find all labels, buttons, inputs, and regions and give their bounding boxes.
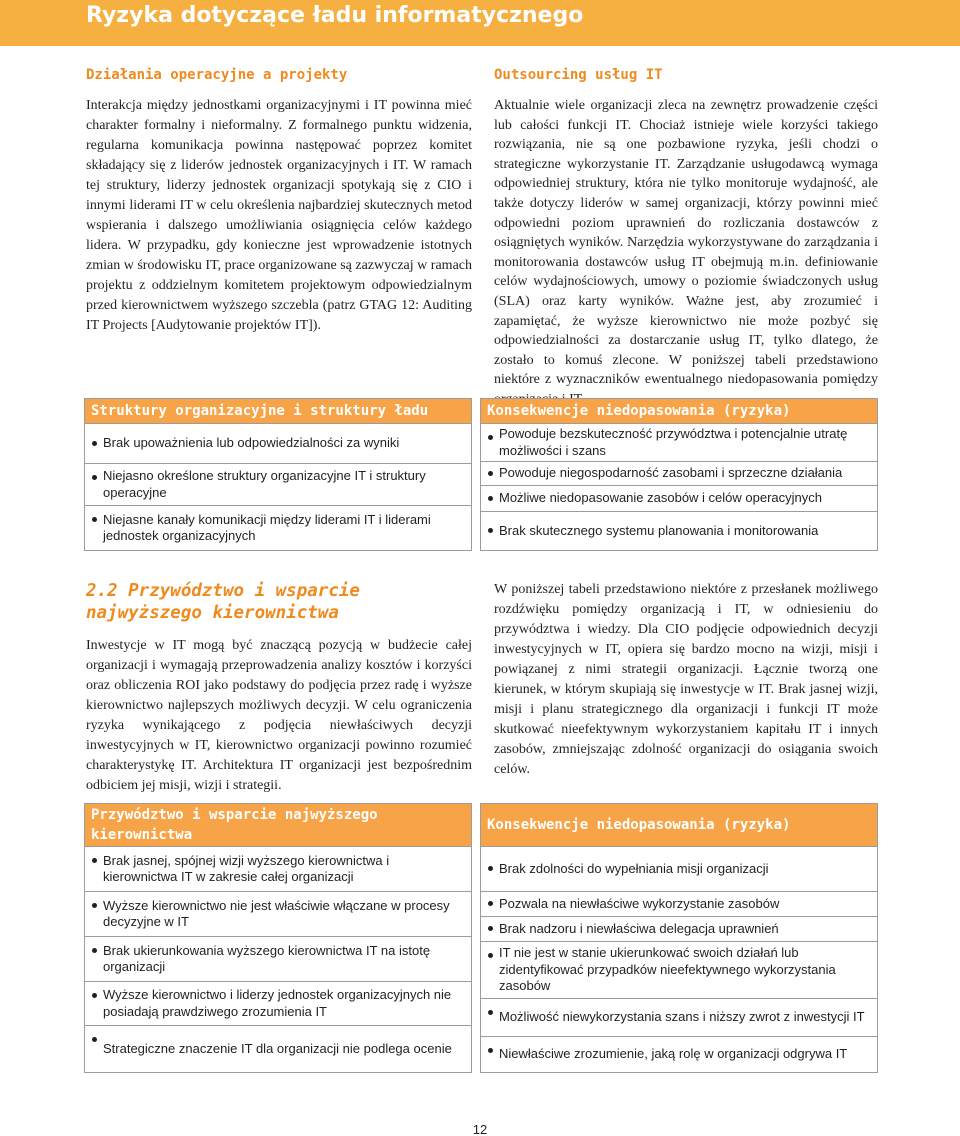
bullet-icon [488, 1048, 493, 1053]
section-text: W poniższej tabeli przedstawiono niektóre z przesłanek możliwego rozdźwięku pomiędzy organizacją i IT, w odniesieniu do przywództwa i wiedzy. Dla CIO podjęcie odpowiednich decyzji inwestycyjnych w IT, opiera się bardzo mocno na wizji, misji i powiązanej z nimi strategii organizacji. Łącznie tworzą one kierunek, w którym skupiają się inwestycje w IT. Brak jasnej wizji, misji i planu strategicznego dla organizacji i funkcji IT może skutkować nieefektywnym wykorzystaniem kapitału IT i innych zasobów, zmniejszając zdolność organizacji do osiągania swoich celów. [494, 582, 878, 777]
bullet-icon [92, 993, 97, 998]
table2-right-row: Brak nadzoru i niewłaściwa delegacja uprawnień [481, 916, 877, 941]
table2-left-row: Strategiczne znaczenie IT dla organizacji nie podlega ocenie [85, 1025, 471, 1072]
table2-left-header: Przywództwo i wsparcie najwyższego kierownictwa [85, 804, 471, 846]
bullet-icon [92, 948, 97, 953]
table1-left-box [84, 398, 472, 551]
table2-right-box [480, 803, 878, 1073]
table2-left-row: Wyższe kierownictwo i liderzy jednostek organizacyjnych nie posiadają prawdziwego zrozumienia IT [85, 981, 471, 1025]
bullet-icon [488, 496, 493, 501]
table2-right-row: Brak zdolności do wypełniania misji organizacji [481, 846, 877, 891]
bullet-icon [92, 475, 97, 480]
table2-left-row: Brak ukierunkowania wyższego kierownictwa IT na istotę organizacji [85, 936, 471, 981]
bullet-icon [92, 517, 97, 522]
section-heading: 2.2 Przywództwo i wsparcie najwyższego kierownictwa [86, 581, 360, 623]
table2-right-row: Pozwala na niewłaściwe wykorzystanie zasobów [481, 891, 877, 916]
bullet-icon [488, 471, 493, 476]
table1-right-row: Brak skutecznego systemu planowania i monitorowania [481, 511, 877, 550]
table2-left-row: Wyższe kierownictwo nie jest właściwie włączane w procesy decyzyjne w IT [85, 891, 471, 936]
table2-right-row: Możliwość niewykorzystania szans i niższy zwrot z inwestycji IT [481, 998, 877, 1036]
section-outsourcing [494, 66, 878, 410]
bullet-icon [92, 1037, 97, 1042]
section-heading: Działania operacyjne a projekty [86, 67, 348, 83]
section-leadership-right [494, 580, 878, 780]
page-title: Ryzyka dotyczące ładu informatycznego [86, 3, 584, 28]
table2-left-box [84, 803, 472, 1073]
bullet-icon [92, 903, 97, 908]
table1-left-row: Niejasno określone struktury organizacyjne IT i struktury operacyjne [85, 463, 471, 505]
table1-right-header: Konsekwencje niedopasowania (ryzyka) [481, 399, 877, 423]
table1-left-row: Brak upoważnienia lub odpowiedzialności za wyniki [85, 423, 471, 463]
bullet-icon [488, 866, 493, 871]
table1-left-row: Niejasne kanały komunikacji między liderami IT i liderami jednostek organizacyjnych [85, 505, 471, 550]
bullet-icon [488, 901, 493, 906]
section-leadership [86, 580, 472, 796]
bullet-icon [488, 953, 493, 958]
bullet-icon [488, 1010, 493, 1015]
title-bar [0, 0, 960, 46]
section-text: Interakcja między jednostkami organizacyjnymi i IT powinna mieć charakter formalny i nieformalny. Z formalnego punktu widzenia, regularna komunikacja powinna następować poprzez komitet składający się z liderów jednostek organizacyjnych i IT. W ramach tej struktury, liderzy jednostek organizacji spotykają się z CIO i innymi liderami IT w celu określenia najbardziej skutecznych metod wspierania i dalszego umożliwiania osiągnięcia celów każdego lidera. W przypadku, gdy konieczne jest wprowadzenie istotnych zmian w środowisku IT, prace organizowane są zazwyczaj w ramach projektu z oddzielnym komitetem projektowym odpowiedzialnym przed kierownictwem wyższego szczebla (patrz GTAG 12: Auditing IT Projects [Audytowanie projektów IT]). [86, 98, 472, 333]
table2-left-row: Brak jasnej, spójnej wizji wyższego kierownictwa i kierownictwa IT w zakresie całej organizacji [85, 846, 471, 891]
bullet-icon [488, 926, 493, 931]
bullet-icon [488, 528, 493, 533]
section-heading: Outsourcing usług IT [494, 67, 663, 83]
table1-left-header: Struktury organizacyjne i struktury ładu [85, 399, 471, 423]
table1-right-box [480, 398, 878, 551]
table1-right-row: Powoduje niegospodarność zasobami i sprzeczne działania [481, 461, 877, 485]
section-ops-projects [86, 66, 472, 336]
table1-right-row: Możliwe niedopasowanie zasobów i celów operacyjnych [481, 485, 877, 511]
section-text: Inwestycje w IT mogą być znaczącą pozycją w budżecie całej organizacji i wymagają przeprowadzenia analizy kosztów i korzyści oraz obliczenia ROI jako podstawy do podjęcia przez radę i wyższe kierownictwo najlepszych możliwych decyzji. W celu ograniczenia ryzyka wynikającego z podjęcia niewłaściwych decyzji inwestycyjnych w IT, kierownictwo organizacji powinno rozumieć charakterystykę IT. Architektura IT organizacji jest bezpośrednim odbiciem jej misji, wizji i strategii. [86, 638, 472, 793]
bullet-icon [488, 435, 493, 440]
table1-right-row: Powoduje bezskuteczność przywództwa i potencjalnie utratę możliwości i szans [481, 423, 877, 461]
table2-right-header: Konsekwencje niedopasowania (ryzyka) [481, 804, 877, 846]
section-text: Aktualnie wiele organizacji zleca na zewnętrz prowadzenie części lub całości funkcji IT. Chociaż istnieje wiele korzyści takiego rozwiązania, nie są one pozbawione ryzyka, jeśli chodzi o strategiczne wykorzystanie IT. Zarządzanie usługodawcą wymaga odpowiedniej struktury, która nie tylko monitoruje wydajność, ale także dotyczy liderów w samej organizacji, którzy powinni mieć odpowiedni poziom uprawnień do rozliczania dostawców z osiągniętych wyników. Narzędzia wykorzystywane do zarządzania i monitorowania dostawców usług IT obejmują m.in. definiowanie celów wydajnościowych, umowy o poziomie świadczonych usług (SLA) oraz karty wyników. Ważne jest, aby zrozumieć i zapamiętać, że wyższe kierownictwo nie może pozbyć się odpowiedzialności za dostarczanie usług IT, tylko dlatego, że zostało to komuś zlecone. W poniższej tabeli przedstawiono niektóre z wyznaczników ewentualnego niedopasowania pomiędzy [494, 98, 878, 388]
bullet-icon [92, 858, 97, 863]
bullet-icon [92, 441, 97, 446]
page-number: 12 [472, 1122, 488, 1136]
table2-right-row: Niewłaściwe zrozumienie, jaką rolę w organizacji odgrywa IT [481, 1036, 877, 1072]
table2-right-row: IT nie jest w stanie ukierunkować swoich działań lub zidentyfikować przypadków nieefektywnego wykorzystania zasobów [481, 941, 877, 998]
